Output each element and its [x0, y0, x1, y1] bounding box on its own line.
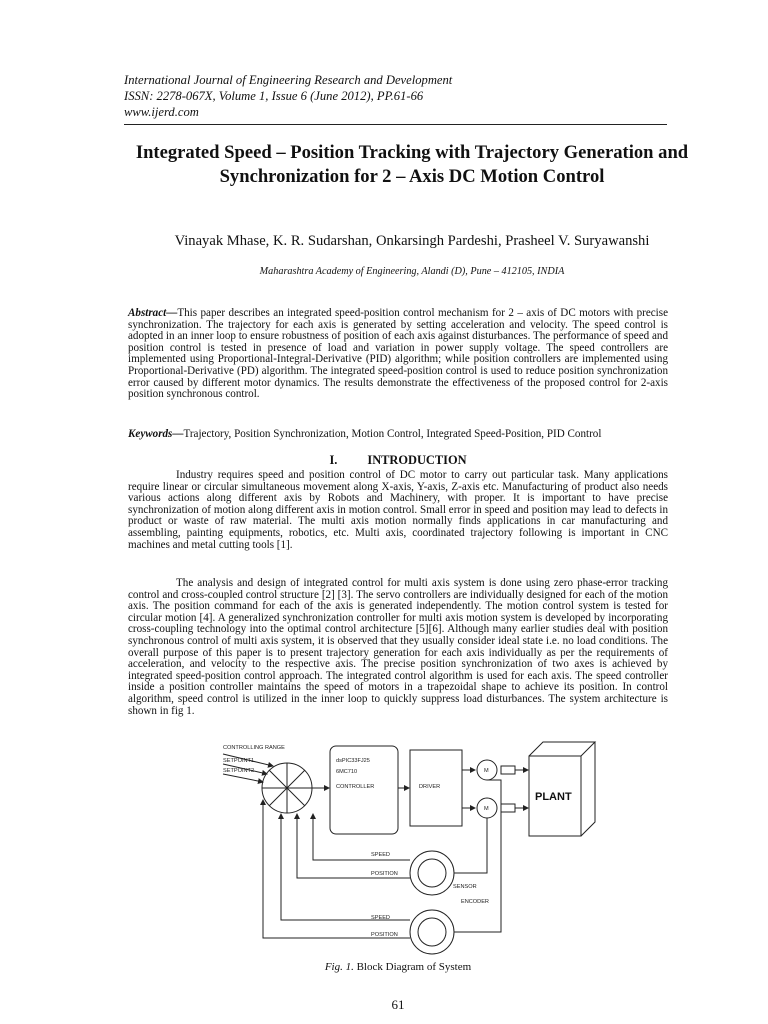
keywords-text: Trajectory, Position Synchronization, Motion Control, Integrated Speed-Position, PID Control — [183, 428, 602, 440]
abstract-text: This paper describes an integrated speed-position control mechanism for 2 – axis of DC motors with precise synchronization. The trajectory for each axis is generated by setting acceleration and velocity. The speed control is adopted in an inner loop to ensure robustness of position of each axis against disturbances. The performance of speed and position control is tested in presence of load and variation in power supply voltage. The speed controllers are implemented using Proportional-Integral-Derivative (PID) algorithm; while position controllers are implemented using Proportional-Derivative (PD) algorithm. The integrated speed-position control is used to reduce position synchronization error caused by different motor dynamics. The results demonstrate the effectiveness of the proposed control for 2-axis position synchronous control. — [128, 307, 668, 401]
block-diagram — [205, 738, 605, 958]
speed-label-2: SPEED — [371, 915, 390, 921]
setpoint1-label: SETPOINT1 — [223, 758, 255, 764]
affiliation: Maharashtra Academy of Engineering, Alandi (D), Pune – 412105, INDIA — [259, 266, 565, 277]
abstract-label: Abstract— — [128, 307, 178, 319]
intro-paragraph-1: Industry requires speed and position control of DC motor to carry out particular task. Many applications require linear or circular simultaneous movement along X-axis, Y-axis, Z-axis etc. Manufacturing of product also needs various actions along different axis by Robots and Machinery, with proper. It is important to have precise synchronization of motion along different axis in motion control. Small error in speed and position may lead to defects in product or waste of raw material. The multi axis motion normally finds applications in car manufacturing and assembling, painting equipments, robotics, etc. Multi axis, coordinated trajectory following is important in CNC machines and metal cutting tools [1]. — [128, 469, 668, 551]
author-list: Vinayak Mhase, K. R. Sudarshan, Onkarsingh Pardeshi, Prasheel V. Suryawanshi — [174, 233, 650, 249]
figure-caption-label: Fig. 1. — [324, 961, 354, 973]
controller-model-label: 6MC710 — [336, 769, 358, 775]
keywords-label: Keywords— — [128, 428, 184, 440]
position-label-1: POSITION — [371, 871, 398, 877]
motor-1-label: M — [484, 768, 489, 774]
plant-label: PLANT — [535, 791, 572, 803]
encoder-2 — [410, 910, 454, 954]
header-rule — [124, 124, 667, 125]
sensor-label: SENSOR — [453, 884, 477, 890]
figure-caption-text: Block Diagram of System — [353, 961, 472, 973]
controller-label: CONTROLLER — [336, 784, 375, 790]
setpoint2-label: SETPOINT2 — [223, 768, 255, 774]
page-number: 61 — [391, 997, 405, 1012]
plant-block — [529, 742, 595, 836]
position-label-2: POSITION — [371, 932, 398, 938]
motor-2-label: M — [484, 806, 489, 812]
keywords — [128, 429, 668, 441]
section-number: I. — [329, 453, 338, 467]
issn-line: ISSN: 2278-067X, Volume 1, Issue 6 (June 2012), PP.61-66 — [124, 89, 424, 103]
journal-name: International Journal of Engineering Research and Development — [124, 73, 453, 87]
driver-label: DRIVER — [419, 784, 441, 790]
figure-caption — [128, 961, 668, 974]
section-heading — [128, 453, 668, 467]
section-title: INTRODUCTION — [367, 453, 467, 467]
paper-title: Integrated Speed – Position Tracking with Trajectory Generation and Synchronization for 2 – Axis DC Motion Control — [135, 142, 689, 187]
controller-chip-label: dsPIC33FJ25 — [336, 758, 370, 764]
controlling-range-label: CONTROLLING RANGE — [223, 745, 285, 751]
encoder-1 — [410, 851, 454, 895]
speed-label-1: SPEED — [371, 852, 390, 858]
journal-website: www.ijerd.com — [124, 105, 199, 119]
intro-paragraph-2: The analysis and design of integrated control for multi axis system is done using zero phase-error tracking control and cross-coupled control structure [2] [3]. The servo controllers are individually designed for each of the motion axis. The position command for each of the axis is generated independently. The motion control system is tested for circular motion [4]. A generalized synchronization controller for multi axis motion system is developed by incorporating cross-coupling technology into the optimal control architecture [5][6]. Although many earlier studies deal with position synchronous control of multi axis system, it is observed that they usually consider ideal state i.e. no load conditions. The overall purpose of this paper is to present trajectory generation for each axis individually as per the requirements of acceleration, and velocity to the respective axis. The precise position synchronization of two axes is achieved by integrated speed-position control approach. The integrated control algorithm is used for each axis. The speed controller inside a position controller maintains the speed of motors in a trapezoidal shape to achieve its position. In control algorithm, speed control is utilized in the inner loop to quickly suppress load disturbances. The system architecture is shown in fig 1. — [128, 577, 668, 717]
encoder-label: ENCODER — [461, 899, 489, 905]
abstract — [128, 308, 668, 401]
